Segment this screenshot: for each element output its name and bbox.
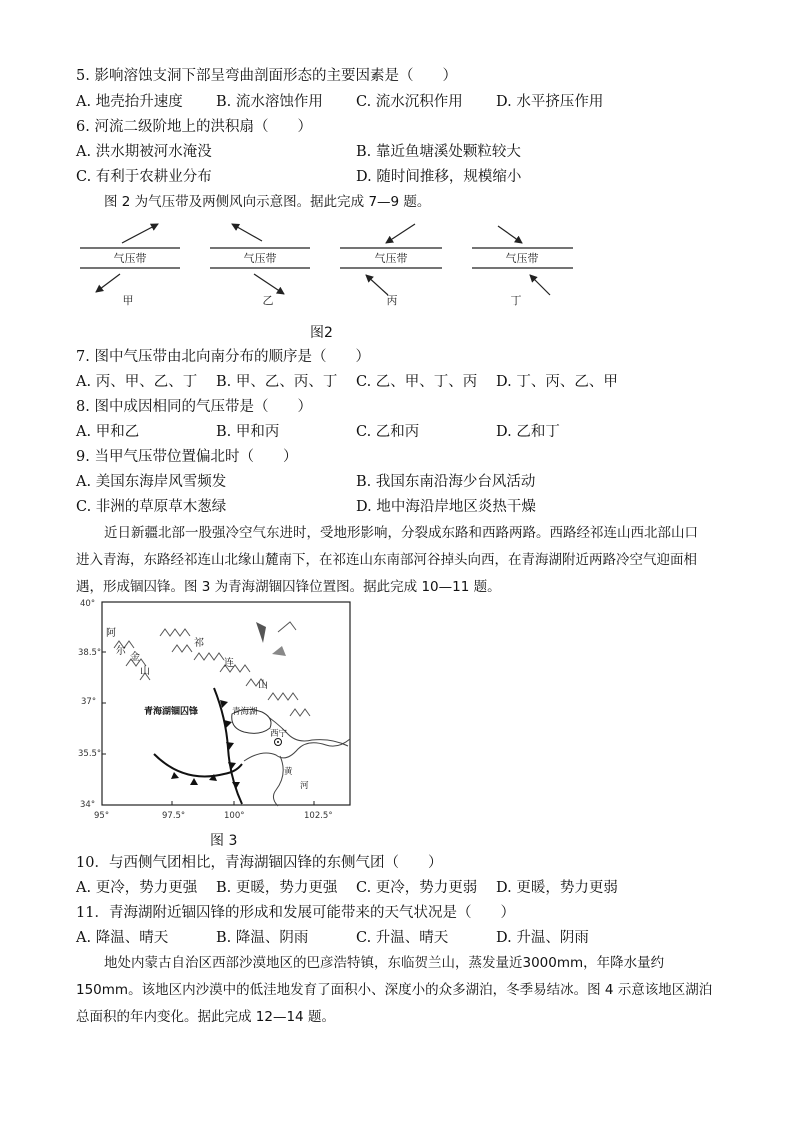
arrow-south-bing (366, 275, 388, 295)
lon-label-97-5: 97.5° (162, 811, 186, 821)
q7-option-b: B. 甲、乙、丙、丁 (216, 374, 338, 390)
q5-stem: 5. 影响溶蚀支洞下部呈弯曲剖面形态的主要因素是（ ） (76, 68, 457, 84)
label-jin: 金 (130, 652, 140, 663)
q8-option-c: C. 乙和丙 (356, 424, 420, 440)
intro-q10-11-line-1: 近日新疆北部一股强冷空气东进时，受地形影响，分裂成东路和西路两路。西路经祁连山西北部山口 (104, 525, 698, 541)
intro-q12-14-line-2: 150mm。该地区内沙漠中的低洼地发育了面积小、深度小的众多湖泊，冬季易结冰。图 4 示意该地区湖泊 (76, 982, 713, 998)
q9-option-d: D. 地中海沿岸地区炎热干燥 (356, 499, 536, 515)
lat-label-35-5: 35.5° (78, 749, 102, 759)
arrow-north-yi (232, 224, 262, 241)
band-label-jia: 气压带 (113, 252, 147, 265)
q10-option-d: D. 更暖，势力更弱 (496, 880, 618, 896)
lon-label-95: 95° (94, 811, 110, 821)
arrow-south-jia (96, 274, 120, 292)
intro-q7-9: 图 2 为气压带及两侧风向示意图。据此完成 7—9 题。 (104, 194, 431, 210)
label-qinghai-lake: 青海湖 (232, 707, 258, 717)
figure-3-qinghai-map (74, 596, 364, 824)
q7-stem: 7. 图中气压带由北向南分布的顺序是（ ） (76, 349, 370, 365)
arrow-south-ding (530, 275, 550, 295)
q5-option-a: A. 地壳抬升速度 (76, 94, 183, 110)
panel-label-bing: 丙 (386, 294, 398, 307)
q11-option-b: B. 降温、阴雨 (216, 930, 309, 946)
label-xining: 西宁 (270, 729, 288, 739)
arrow-north-bing (386, 224, 415, 243)
label-shan-2: 山 (258, 680, 268, 691)
q6-stem: 6. 河流二级阶地上的洪积扇（ ） (76, 119, 312, 135)
arrow-south-yi (254, 274, 284, 294)
q7-option-c: C. 乙、甲、丁、丙 (356, 374, 478, 390)
q6-option-b: B. 靠近鱼塘溪处颗粒较大 (356, 144, 521, 160)
lon-label-102-5: 102.5° (304, 811, 333, 821)
q9-option-b: B. 我国东南沿海少台风活动 (356, 474, 536, 490)
q7-option-a: A. 丙、甲、乙、丁 (76, 374, 198, 390)
q6-option-c: C. 有利于农耕业分布 (76, 169, 212, 185)
label-qi: 祁 (194, 638, 204, 649)
panel-label-jia: 甲 (122, 294, 134, 307)
q8-stem: 8. 图中成因相同的气压带是（ ） (76, 399, 312, 415)
lat-label-40: 40° (80, 599, 96, 609)
lat-label-38-5: 38.5° (78, 648, 102, 658)
label-he: 河 (300, 781, 309, 791)
q8-option-a: A. 甲和乙 (76, 424, 140, 440)
q9-option-c: C. 非洲的草原草木葱绿 (76, 499, 227, 515)
intro-q12-14-line-1: 地处内蒙古自治区西部沙漠地区的巴彦浩特镇，东临贺兰山，蒸发量近3000mm，年降水量约 (104, 955, 665, 971)
label-huang: 黄 (284, 767, 293, 777)
q5-option-b: B. 流水溶蚀作用 (216, 94, 323, 110)
q11-stem: 11．青海湖附近锢囚锋的形成和发展可能带来的天气状况是（ ） (76, 905, 515, 921)
intro-q10-11-line-2: 进入青海，东路经祁连山北缘山麓南下，在祁连山东南部河谷掉头向西，在青海湖附近两路冷空气迎面相 (76, 552, 697, 568)
q5-option-d: D. 水平挤压作用 (496, 94, 604, 110)
q5-option-c: C. 流水沉积作用 (356, 94, 463, 110)
q10-option-b: B. 更暖，势力更强 (216, 880, 338, 896)
arrow-north-jia (122, 224, 158, 243)
q8-option-d: D. 乙和丁 (496, 424, 560, 440)
figure-2-pressure-belts (70, 218, 590, 316)
q10-stem: 10．与西侧气团相比，青海湖锢囚锋的东侧气团（ ） (76, 855, 443, 871)
label-lian: 连 (224, 658, 234, 669)
q6-option-a: A. 洪水期被河水淹没 (76, 144, 212, 160)
q11-option-a: A. 降温、晴天 (76, 930, 169, 946)
label-a: 阿 (106, 628, 116, 639)
q10-option-a: A. 更冷，势力更强 (76, 880, 198, 896)
q7-option-d: D. 丁、丙、乙、甲 (496, 374, 618, 390)
intro-q12-14 (76, 950, 716, 1031)
lat-label-34: 34° (80, 800, 96, 810)
intro-q10-11-line-3: 遇，形成锢囚锋。图 3 为青海湖锢囚锋位置图。据此完成 10—11 题。 (76, 579, 501, 595)
panel-label-yi: 乙 (262, 294, 274, 307)
panel-label-ding: 丁 (510, 294, 522, 307)
intro-q12-14-line-3: 总面积的年内变化。据此完成 12—14 题。 (76, 1009, 335, 1025)
q11-option-d: D. 升温、阴雨 (496, 930, 589, 946)
q9-option-a: A. 美国东海岸风雪频发 (76, 474, 227, 490)
band-label-yi: 气压带 (243, 252, 277, 265)
figure-3-caption: 图 3 (210, 833, 238, 849)
figure-2-caption: 图2 (310, 325, 333, 341)
label-occluded-front: 青海湖锢囚锋 (144, 707, 199, 717)
lon-label-100: 100° (224, 811, 245, 821)
q9-stem: 9. 当甲气压带位置偏北时（ ） (76, 449, 298, 465)
label-er: 尔 (116, 646, 126, 657)
q8-option-b: B. 甲和丙 (216, 424, 280, 440)
band-label-bing: 气压带 (374, 252, 408, 265)
lat-label-37: 37° (81, 697, 97, 707)
arrow-north-ding (498, 226, 522, 243)
q6-option-d: D. 随时间推移，规模缩小 (356, 169, 522, 185)
intro-q10-11 (76, 520, 716, 601)
q10-option-c: C. 更冷，势力更弱 (356, 880, 478, 896)
label-shan-1: 山 (140, 666, 150, 677)
q11-option-c: C. 升温、晴天 (356, 930, 449, 946)
band-label-ding: 气压带 (505, 252, 539, 265)
